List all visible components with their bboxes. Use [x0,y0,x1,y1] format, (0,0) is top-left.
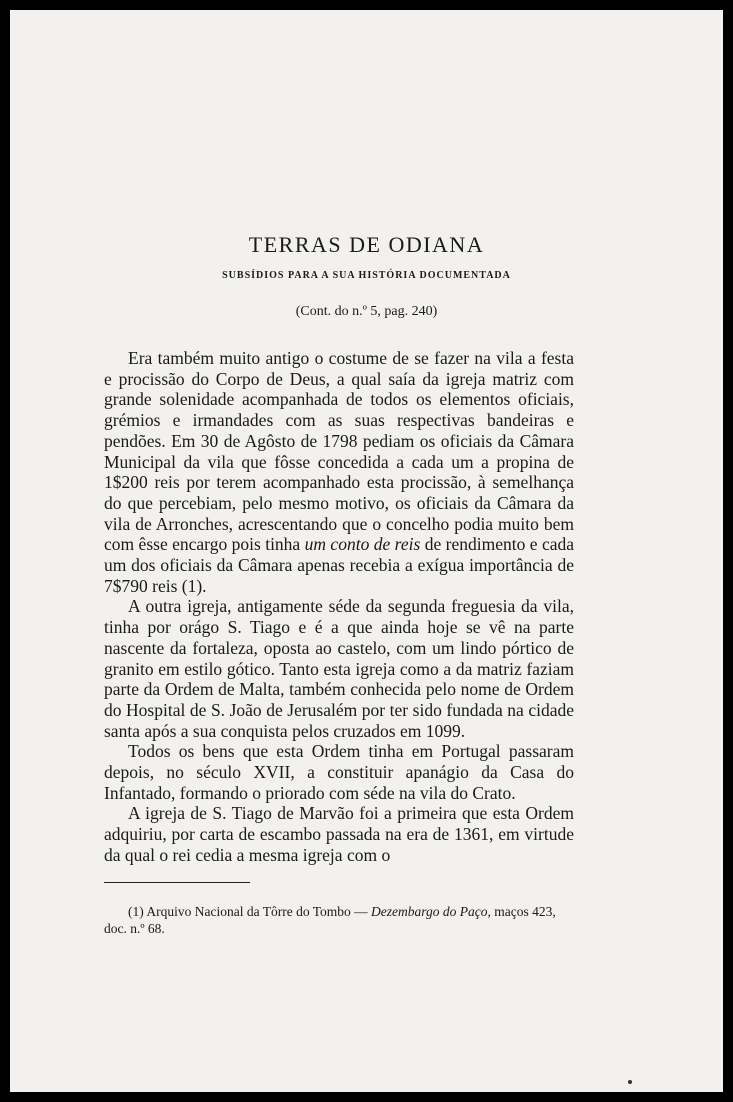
footnote-italic: Dezembargo do Paço, [371,904,491,919]
paragraph-2: A outra igreja, antigamente séde da segunda freguesia da vila, tinha por orágo S. Tiago e é a que ainda hoje se vê na parte nascente da fortaleza, oposta ao castelo, com um lindo pórtico de granito em estilo gótico. Tanto esta igreja como a da matriz faziam parte da Ordem de Malta, também conhecida pelo nome de Ordem do Hospital de S. João de Jerusalém por ter sido fundada na cidade santa após a sua conquista pelos cruzados em 1099. [104,596,574,741]
page-subtitle: SUBSÍDIOS PARA A SUA HISTÓRIA DOCUMENTADA [222,270,511,281]
continuation-note: (Cont. do n.º 5, pag. 240) [295,304,438,319]
body-text [104,348,574,866]
paragraph-1-part-b: de rendimento e cada um dos oficiais da Câmara apenas recebia a exígua importância de 7$790 reis (1). [104,534,574,596]
footnote-text [104,903,574,937]
document-page [10,10,723,1092]
paragraph-1-italic: um conto de reis [304,534,421,555]
paragraph-3: Todos os bens que esta Ordem tinha em Portugal passaram depois, no século XVII, a constituir apanágio da Casa do Infantado, formando o priorado com séde na vila do Crato. [104,741,574,803]
paragraph-1 [104,348,574,596]
page-title: TERRAS DE ODIANA [248,232,485,257]
footnote-part-a: (1) Arquivo Nacional da Tôrre do Tombo — [128,904,372,919]
paper-speck [628,1080,632,1084]
footnote [104,903,574,937]
footnote-divider [104,882,250,883]
footnote-part-b: maços 423, doc. n.º 68. [104,904,556,936]
paragraph-4: A igreja de S. Tiago de Marvão foi a primeira que esta Ordem adquiriu, por carta de escambo passada na era de 1361, em virtude da qual o rei cedia a mesma igreja com o [104,803,574,865]
paragraph-1-part-a: Era também muito antigo o costume de se fazer na vila a festa e procissão do Corpo de Deus, a qual saía da igreja matriz com grande solenidade acompanhada de todos os elementos oficiais, grémios e irmandades com as suas respectivas bandeiras e pendões. Em 30 de Agôsto de 1798 pediam os oficiais da Câmara Municipal da vila que fôsse concedida a cada um a propina de 1$200 reis por terem acompanhado esta procissão, à semelhança do que percebiam, pelo mesmo motivo, os oficiais da Câmara da vila de Arronches, acrescentando que o concelho podia muito bem com êsse encargo pois tinha [104,348,574,555]
